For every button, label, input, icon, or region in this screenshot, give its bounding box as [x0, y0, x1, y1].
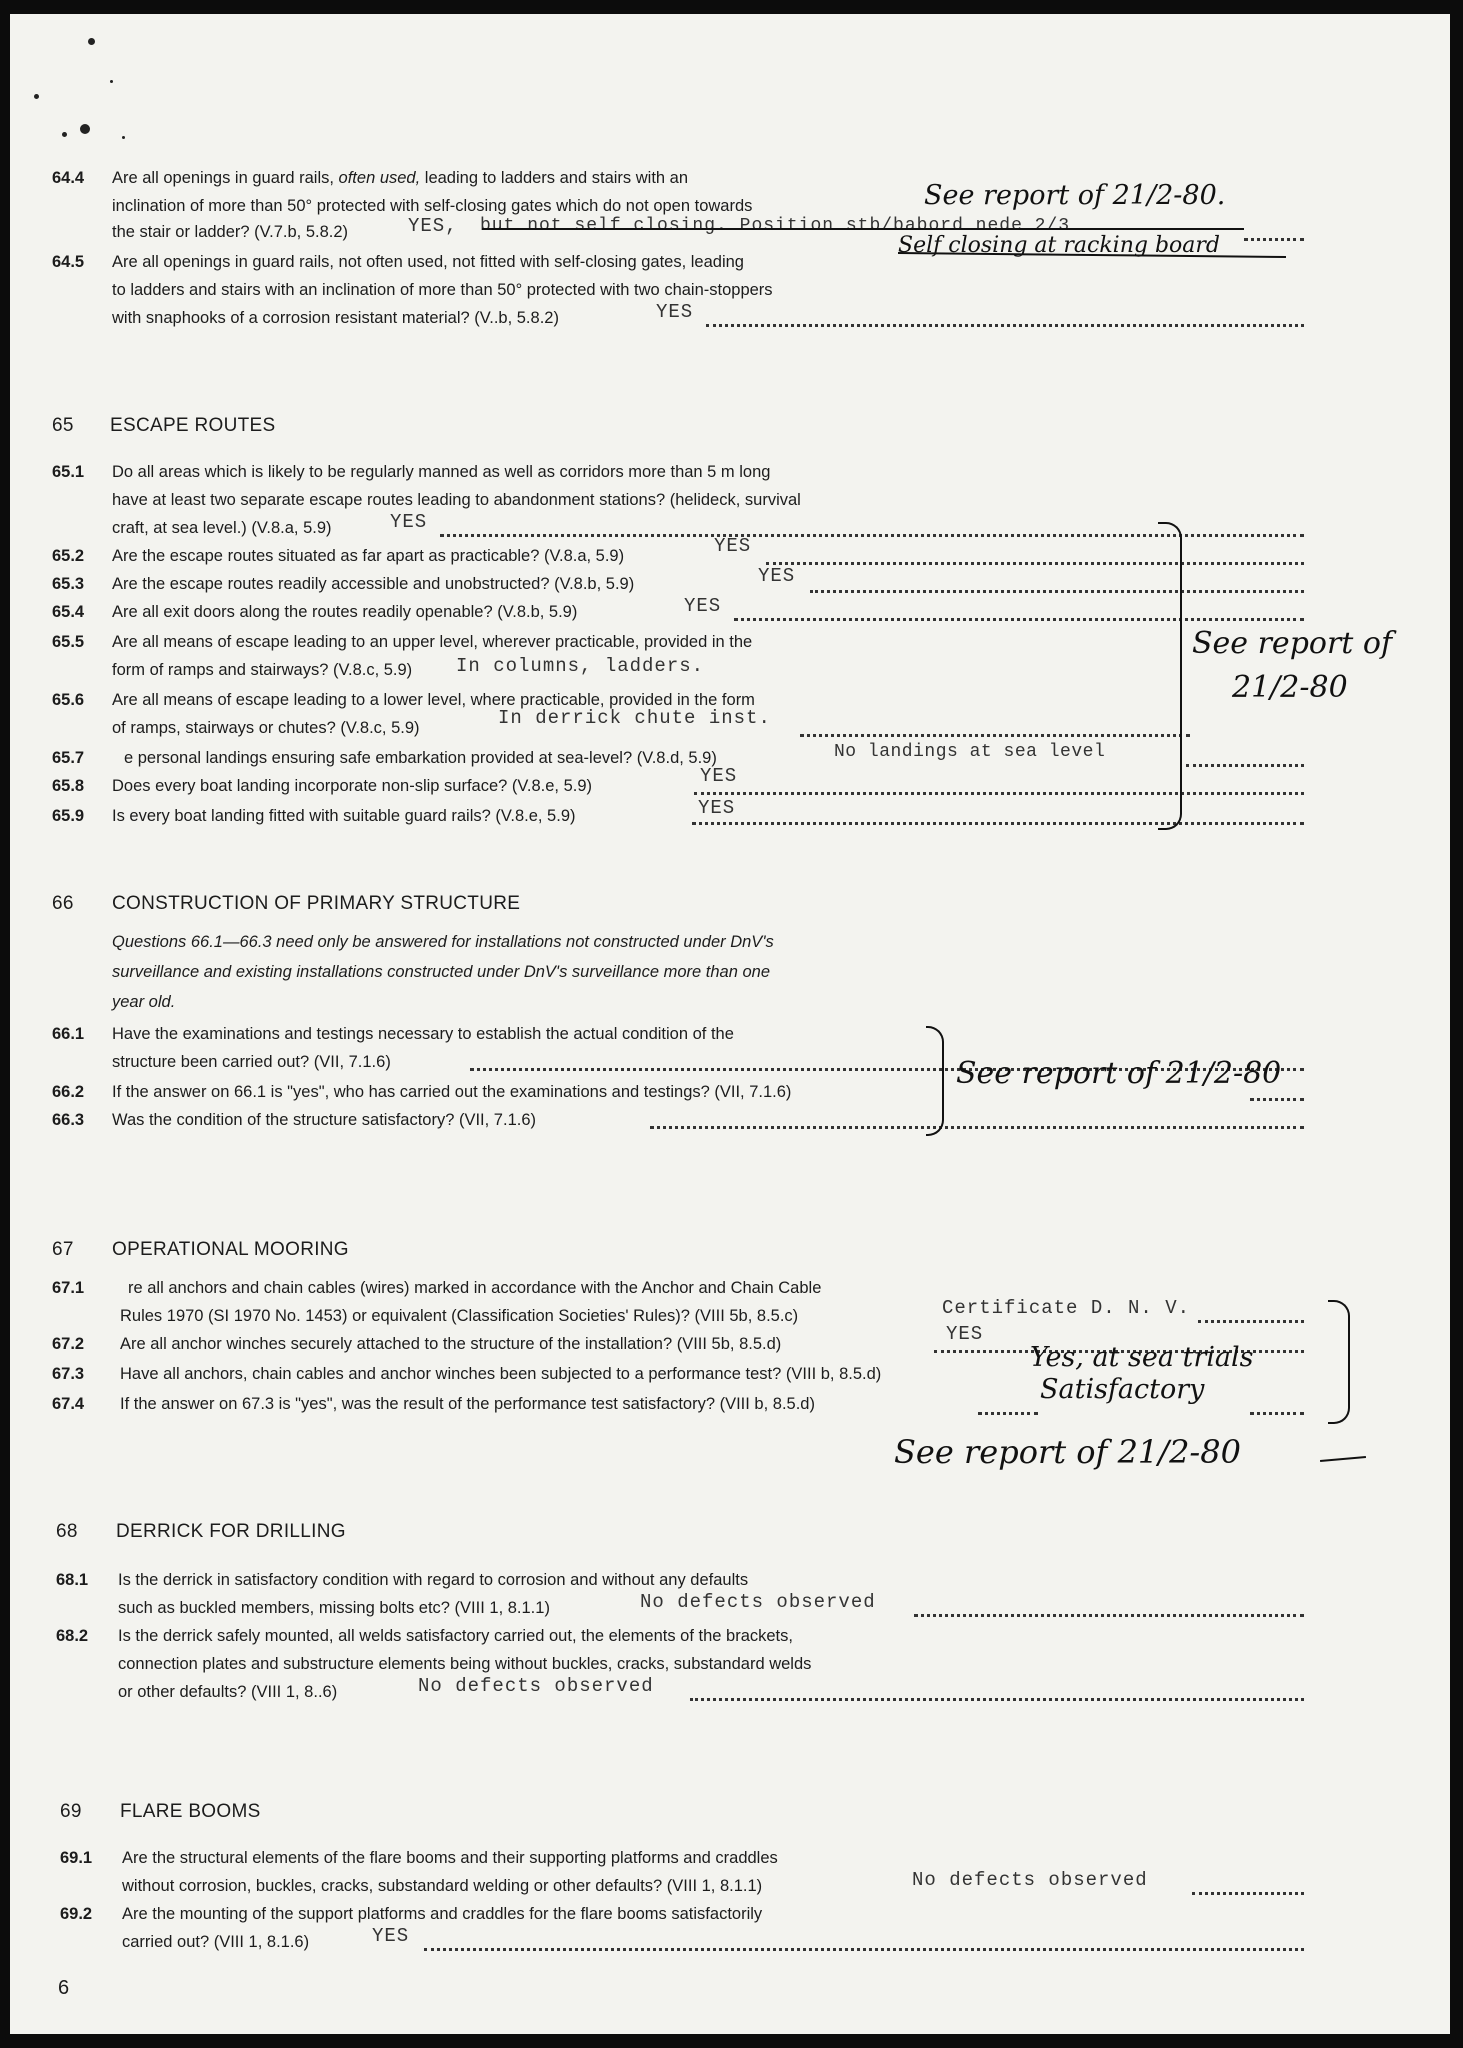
q65-5-number: 65.5 [52, 633, 85, 651]
q68-1-answer: No defects observed [640, 1591, 876, 1613]
dotted-leader [1192, 1892, 1304, 1895]
q69-2-line1: Are the mounting of the support platforms and craddles for the flare booms satisfactorily [122, 1905, 763, 1923]
dotted-leader [1244, 238, 1304, 241]
dotted-leader [706, 324, 1304, 327]
scanned-page [10, 14, 1450, 2034]
q68-1-line1: Is the derrick in satisfactory condition with regard to corrosion and without any defaults [118, 1571, 749, 1589]
dotted-leader [734, 618, 1304, 621]
q67-3-answer: Yes, at sea trials [1030, 1342, 1254, 1373]
q65-9-line1: Is every boat landing fitted with suitable guard rails? (V.8.e, 5.9) [112, 807, 576, 825]
q65-4-number: 65.4 [52, 603, 85, 621]
q65-6-answer: In derrick chute inst. [498, 707, 771, 729]
q65-6-line1: Are all means of escape leading to a lower level, where practicable, provided in the form [112, 691, 755, 709]
section-66-intro-line1: Questions 66.1—66.3 need only be answered for installations not constructed under DnV's [112, 933, 774, 951]
q64-4-line2: inclination of more than 50° protected with self-closing gates which do not open towards [112, 197, 753, 215]
q65-4-line1: Are all exit doors along the routes readily openable? (V.8.b, 5.9) [112, 603, 578, 621]
q68-2-line3: or other defaults? (VIII 1, 8..6) [118, 1683, 338, 1701]
q67-1-answer: Certificate D. N. V. [942, 1297, 1191, 1319]
q64-5-number: 64.5 [52, 253, 85, 271]
q66-1-number: 66.1 [52, 1025, 85, 1043]
q67-2-answer: YES [946, 1323, 984, 1345]
q66-1-line1: Have the examinations and testings necessary to establish the actual condition of the [112, 1025, 734, 1043]
scan-speck [80, 124, 90, 134]
section-66-intro-line2: surveillance and existing installations constructed under DnV's surveillance more than one [112, 963, 771, 981]
q67-4-answer: Satisfactory [1040, 1374, 1205, 1405]
section-67-title: OPERATIONAL MOORING [112, 1239, 349, 1260]
scan-speck [34, 94, 39, 99]
q66-3-line1: Was the condition of the structure satisfactory? (VII, 7.1.6) [112, 1111, 536, 1129]
q65-2-line1: Are the escape routes situated as far apart as practicable? (V.8.a, 5.9) [112, 547, 625, 565]
q65-6-number: 65.6 [52, 691, 85, 709]
q65-3-answer: YES [758, 565, 796, 587]
section-65-note-line2: 21/2-80 [1232, 670, 1348, 705]
q65-5-answer: In columns, ladders. [456, 655, 705, 677]
q67-2-line1: Are all anchor winches securely attached to the structure of the installation? (VIII 5b, 8.5.d) [120, 1335, 782, 1353]
q69-1-answer: No defects observed [912, 1869, 1148, 1891]
section-67-number: 67 [52, 1239, 74, 1260]
q67-3-number: 67.3 [52, 1365, 85, 1383]
q67-4-line1: If the answer on 67.3 is "yes", was the result of the performance test satisfactory? (VIII b, 8.5.d) [120, 1395, 815, 1413]
q64-4-answer: YES, [408, 215, 458, 237]
dotted-leader [1250, 1098, 1304, 1101]
q65-1-number: 65.1 [52, 463, 85, 481]
handwritten-brace [1328, 1300, 1350, 1424]
q69-1-line1: Are the structural elements of the flare booms and their supporting platforms and craddles [122, 1849, 778, 1867]
q64-4-line3: the stair or ladder? (V.7.b, 5.8.2) [112, 223, 349, 241]
dotted-leader [650, 1126, 1304, 1129]
section-68-number: 68 [56, 1521, 78, 1542]
q65-7-line1: e personal landings ensuring safe embarkation provided at sea-level? (V.8.d, 5.9) [124, 749, 717, 767]
dotted-leader [800, 734, 1190, 737]
q67-3-line1: Have all anchors, chain cables and anchor winches been subjected to a performance test? (VIII b, 8.5.d) [120, 1365, 882, 1383]
q65-1-line1: Do all areas which is likely to be regularly manned as well as corridors more than 5 m long [112, 463, 771, 481]
dotted-leader [694, 792, 1304, 795]
handwritten-brace [1158, 522, 1182, 830]
q65-2-number: 65.2 [52, 547, 85, 565]
section-65-note-line1: See report of [1192, 626, 1393, 661]
q64-4-number: 64.4 [52, 169, 85, 187]
q65-1-line2: have at least two separate escape routes leading to abandonment stations? (helideck, survival [112, 491, 801, 509]
q64-5-answer: YES [656, 301, 694, 323]
dotted-leader [978, 1412, 1038, 1415]
q67-2-number: 67.2 [52, 1335, 85, 1353]
q64-5-line2: to ladders and stairs with an inclination of more than 50° protected with two chain-stoppers [112, 281, 773, 299]
q68-2-answer: No defects observed [418, 1675, 654, 1697]
q67-1-number: 67.1 [52, 1279, 85, 1297]
q65-3-line1: Are the escape routes readily accessible and unobstructed? (V.8.b, 5.9) [112, 575, 635, 593]
handwritten-brace [926, 1026, 944, 1136]
q65-5-line2: form of ramps and stairways? (V.8.c, 5.9) [112, 661, 413, 679]
section-66-title: CONSTRUCTION OF PRIMARY STRUCTURE [112, 893, 521, 914]
q68-2-number: 68.2 [56, 1627, 89, 1645]
dotted-leader [810, 590, 1304, 593]
section-68-title: DERRICK FOR DRILLING [116, 1521, 346, 1542]
q64-4-line1: Are all openings in guard rails, often used, leading to ladders and stairs with an [112, 169, 689, 187]
q65-4-answer: YES [684, 595, 722, 617]
q69-2-answer: YES [372, 1925, 410, 1947]
q64-5-line3: with snaphooks of a corrosion resistant material? (V..b, 5.8.2) [112, 309, 559, 327]
q65-9-number: 65.9 [52, 807, 85, 825]
section-66-note: See report of 21/2-80 [956, 1056, 1282, 1091]
q69-2-number: 69.2 [60, 1905, 93, 1923]
scan-speck [122, 136, 125, 139]
dotted-leader [1198, 1320, 1304, 1323]
q65-7-answer: No landings at sea level [834, 742, 1106, 762]
q68-2-line1: Is the derrick safely mounted, all welds satisfactory carried out, the elements of the brackets, [118, 1627, 793, 1645]
q65-8-answer: YES [700, 765, 738, 787]
q66-2-line1: If the answer on 66.1 is "yes", who has carried out the examinations and testings? (VII, 7.1.6) [112, 1083, 792, 1101]
dotted-leader [766, 562, 1304, 565]
section-66-intro-line3: year old. [112, 993, 176, 1011]
q67-1-line1: re all anchors and chain cables (wires) marked in accordance with the Anchor and Chain Cable [128, 1279, 822, 1297]
dotted-leader [1186, 764, 1304, 767]
q65-1-answer: YES [390, 511, 428, 533]
section-69-title: FLARE BOOMS [120, 1801, 261, 1822]
dotted-leader [692, 822, 1304, 825]
q66-3-number: 66.3 [52, 1111, 85, 1129]
dotted-leader [690, 1698, 1304, 1701]
q67-4-number: 67.4 [52, 1395, 85, 1413]
strikethrough-line [482, 228, 1244, 230]
handwritten-bracket-tail [1320, 1456, 1366, 1462]
q66-2-number: 66.2 [52, 1083, 85, 1101]
q65-7-number: 65.7 [52, 749, 85, 767]
q65-5-line1: Are all means of escape leading to an upper level, wherever practicable, provided in the [112, 633, 753, 651]
section-67-note: See report of 21/2-80 [894, 1433, 1241, 1471]
section-69-number: 69 [60, 1801, 82, 1822]
q64-4-handwritten-note: See report of 21/2-80. [924, 180, 1226, 211]
q67-1-line2: Rules 1970 (SI 1970 No. 1453) or equivalent (Classification Societies' Rules)? (VIII 5b, 8.5.c) [120, 1307, 799, 1325]
dotted-leader [1250, 1412, 1304, 1415]
q64-4-struck-text: but not self closing. Position stb/babord nede 2/3 [480, 216, 1071, 236]
q68-1-line2: such as buckled members, missing bolts etc? (VIII 1, 8.1.1) [118, 1599, 550, 1617]
q64-4-struck-handwriting: Self closing at racking board [898, 233, 1220, 258]
q65-9-answer: YES [698, 797, 736, 819]
dotted-leader [424, 1948, 1304, 1951]
q65-3-number: 65.3 [52, 575, 85, 593]
q65-1-line3: craft, at sea level.) (V.8.a, 5.9) [112, 519, 332, 537]
q65-8-line1: Does every boat landing incorporate non-slip surface? (V.8.e, 5.9) [112, 777, 593, 795]
q68-2-line2: connection plates and substructure elements being without buckles, cracks, substandard welds [118, 1655, 812, 1673]
q65-8-number: 65.8 [52, 777, 85, 795]
scan-speck [88, 38, 95, 45]
q69-1-line2: without corrosion, buckles, cracks, substandard welding or other defaults? (VIII 1, 8.1.1) [122, 1877, 763, 1895]
dotted-leader [914, 1614, 1304, 1617]
page-number: 6 [58, 1977, 70, 1999]
q65-2-answer: YES [714, 535, 752, 557]
q65-6-line2: of ramps, stairways or chutes? (V.8.c, 5.9) [112, 719, 420, 737]
q69-1-number: 69.1 [60, 1849, 93, 1867]
scan-speck [62, 132, 67, 137]
q69-2-line2: carried out? (VIII 1, 8.1.6) [122, 1933, 310, 1951]
scan-speck [110, 80, 113, 83]
section-66-number: 66 [52, 893, 74, 914]
section-65-title: ESCAPE ROUTES [110, 415, 276, 436]
q66-1-line2: structure been carried out? (VII, 7.1.6) [112, 1053, 391, 1071]
q68-1-number: 68.1 [56, 1571, 89, 1589]
section-65-number: 65 [52, 415, 74, 436]
q64-5-line1: Are all openings in guard rails, not often used, not fitted with self-closing gates, leading [112, 253, 744, 271]
